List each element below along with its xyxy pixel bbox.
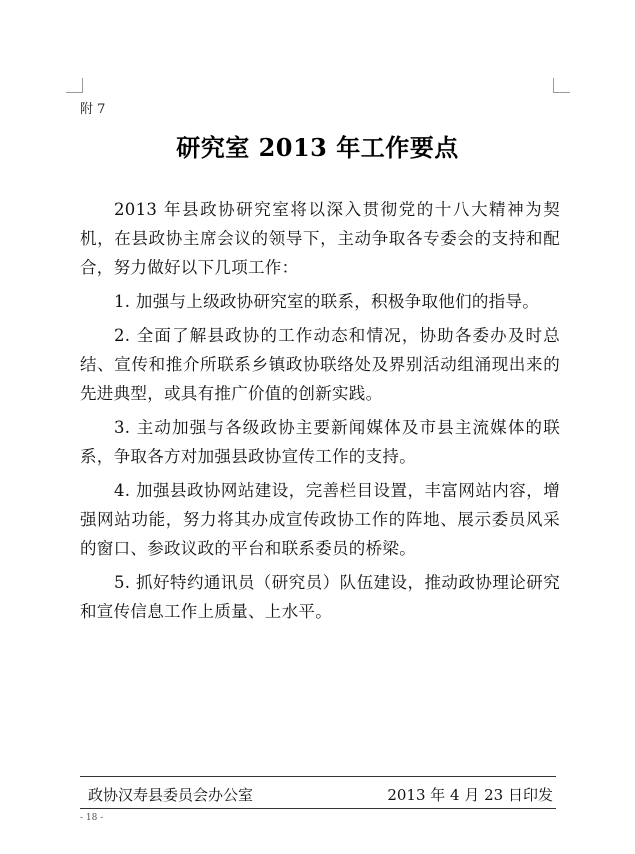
crop-mark-top-left [66,78,83,93]
document-body [80,195,560,631]
footer-rule-top [80,776,556,777]
footer-issue-date: 2013 年 4 月 23 日印发 [387,786,553,804]
document-title: 研究室 2013 年工作要点 [176,133,459,162]
item-paragraph-3: 3. 主动加强与各级政协主要新闻媒体及市县主流媒体的联系，争取各方对加强县政协宣传工作的支持。 [80,418,560,466]
attachment-label: 附 7 [80,102,106,117]
item-paragraph-4: 4. 加强县政协网站建设，完善栏目设置，丰富网站内容，增强网站功能，努力将其办成宣传政协工作的阵地、展示委员风采的窗口、参政议政的平台和联系委员的桥梁。 [80,481,560,558]
crop-mark-top-right [553,78,570,93]
page-number: - 18 - [80,813,104,823]
intro-paragraph: 2013 年县政协研究室将以深入贯彻党的十八大精神为契机，在县政协主席会议的领导下，主动争取各专委会的支持和配合，努力做好以下几项工作： [80,200,560,277]
item-paragraph-2: 2. 全面了解县政协的工作动态和情况，协助各委办及时总结、宣传和推介所联系乡镇政协联络处及界别活动组涌现出来的先进典型，或具有推广价值的创新实践。 [80,326,560,403]
footer-issuing-office: 政协汉寿县委员会办公室 [88,786,254,804]
item-paragraph-5: 5. 抓好特约通讯员（研究员）队伍建设，推动政协理论研究和宣传信息工作上质量、上水平。 [80,573,560,621]
footer-rule-bottom [80,808,556,809]
item-paragraph-1: 1. 加强与上级政协研究室的联系，积极争取他们的指导。 [114,292,540,311]
